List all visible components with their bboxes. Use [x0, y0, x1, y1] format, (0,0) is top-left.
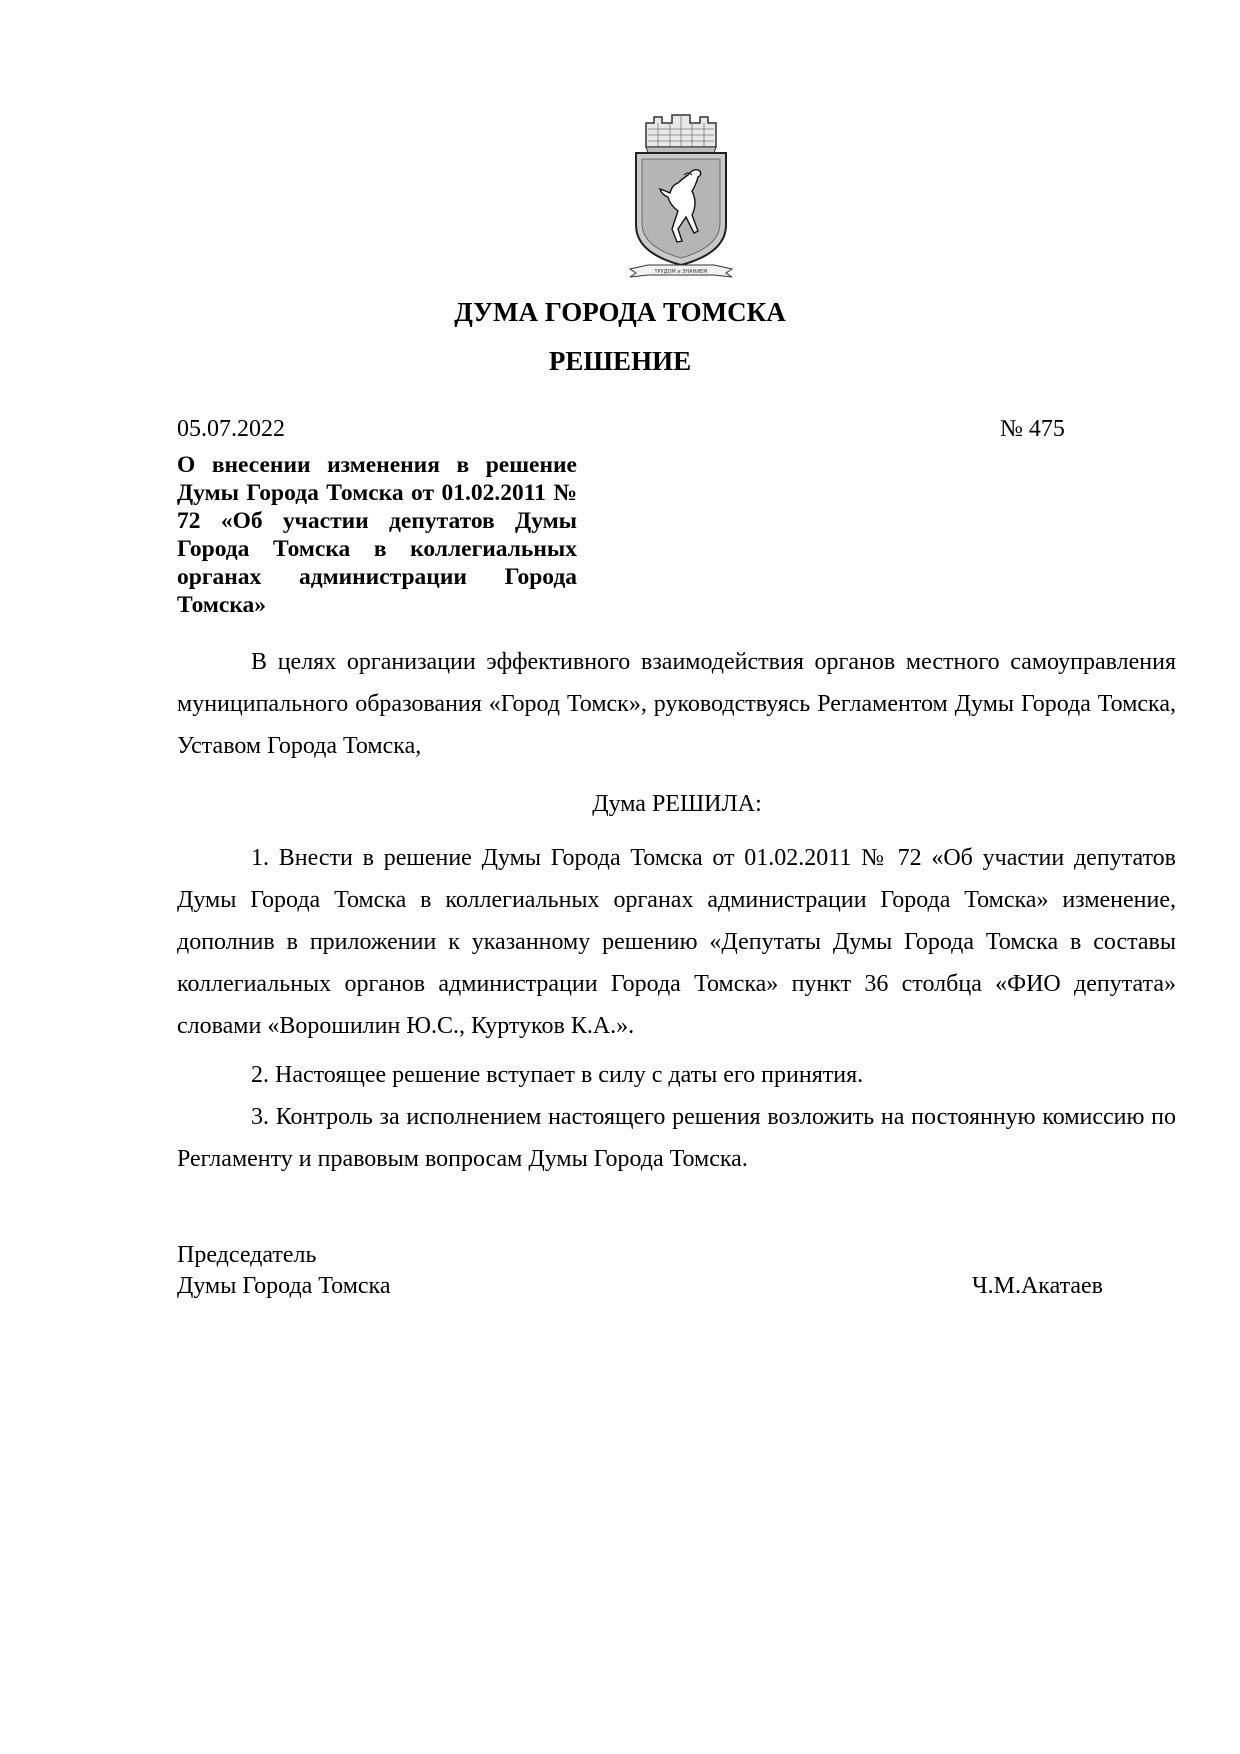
- preamble-paragraph: В целях организации эффективного взаимодействия органов местного самоуправления муниципального образования «Город Томск», руководствуясь Регламентом Думы Города Томска, Уставом Города Томска,: [177, 649, 1176, 759]
- tomsk-coat-of-arms-icon: [628, 113, 734, 283]
- document-subject: О внесении изменения в решение Думы Города Томска от 01.02.2011 № 72 «Об участии депутатов Думы Города Томска в коллегиальных органах администрации Города Томска»: [177, 452, 577, 618]
- document-type: РЕШЕНИЕ: [548, 346, 692, 376]
- signatory-title-line-2: Думы Города Томска: [177, 1273, 391, 1299]
- signatory-name: Ч.М.Акатаев: [972, 1273, 1104, 1299]
- organization-title: ДУМА ГОРОДА ТОМСКА: [454, 297, 786, 327]
- decision-item-2: 2. Настоящее решение вступает в силу с даты его принятия.: [251, 1062, 864, 1088]
- emblem-motto: ТРУДОМ и ЗНАНИЕМ: [654, 269, 708, 275]
- document-number: № 475: [1000, 416, 1065, 442]
- decision-item-3: 3. Контроль за исполнением настоящего решения возложить на постоянную комиссию по Регламенту и правовым вопросам Думы Города Томска.: [177, 1104, 1176, 1172]
- document-date: 05.07.2022: [177, 416, 285, 442]
- decided-heading: Дума РЕШИЛА:: [592, 791, 762, 817]
- decision-item-1: 1. Внести в решение Думы Города Томска от 01.02.2011 № 72 «Об участии депутатов Думы Города Томска в коллегиальных органах администрации Города Томска» изменение, дополнив в приложении к указанному решению «Депутаты Думы Города Томска в составы коллегиальных органов администрации Города Томска» пункт 36 столбца «ФИО депутата» словами «Ворошилин Ю.С., Куртуков К.А.».: [177, 845, 1176, 1039]
- signatory-title: [177, 1240, 391, 1302]
- signatory-title-line-1: Председатель: [177, 1242, 317, 1268]
